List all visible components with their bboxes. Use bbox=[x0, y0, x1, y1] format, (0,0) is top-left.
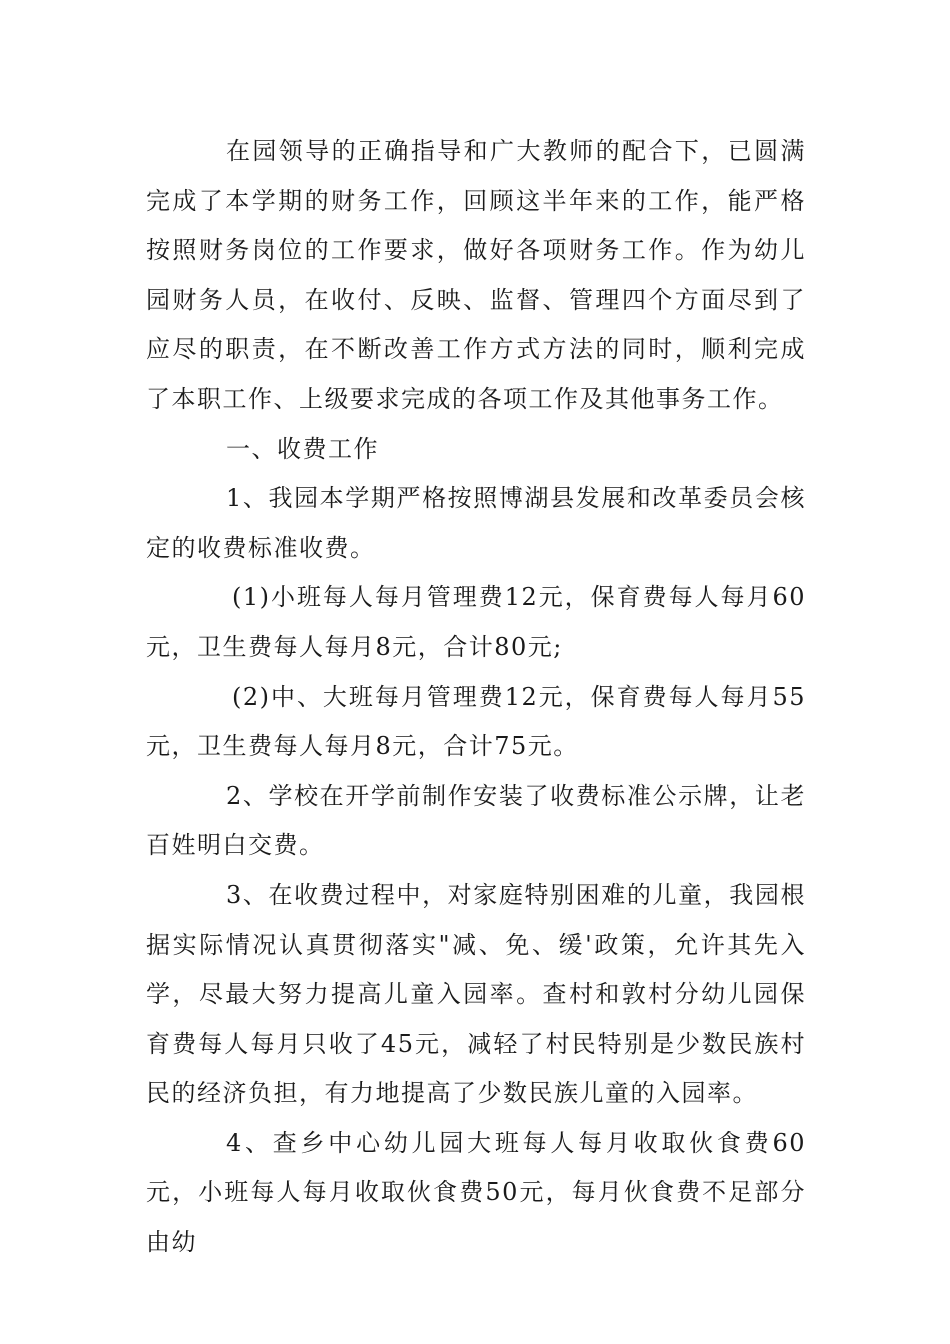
section-heading-fees: 一、收费工作 bbox=[226, 434, 379, 463]
fee-item-1-sub-1: (1)小班每人每月管理费12元，保育费每人每月60元，卫生费每人每月8元，合计80元; bbox=[146, 583, 806, 661]
fee-item-1: 1、我园本学期严格按照博湖县发展和改革委员会核定的收费标准收费。 bbox=[146, 484, 806, 562]
intro-paragraph: 在园领导的正确指导和广大教师的配合下，已圆满完成了本学期的财务工作，回顾这半年来的工作，能严格按照财务岗位的工作要求，做好各项财务工作。作为幼儿园财务人员，在收付、反映、监督、管理四个方面尽到了应尽的职责，在不断改善工作方式方法的同时，顺利完成了本职工作、上级要求完成的各项工作及其他事务工作。 bbox=[146, 137, 806, 413]
document-body bbox=[146, 127, 806, 1268]
fee-item-3: 3、在收费过程中，对家庭特别困难的儿童，我园根据实际情况认真贯彻落实"减、免、缓'政策，允许其先入学，尽最大努力提高儿童入园率。查村和敦村分幼儿园保育费每人每月只收了45元，减轻了村民特别是少数民族村民的经济负担，有力地提高了少数民族儿童的入园率。 bbox=[146, 880, 806, 1108]
fee-item-1-sub-2: (2)中、大班每月管理费12元，保育费每人每月55元，卫生费每人每月8元，合计75元。 bbox=[146, 682, 806, 761]
fee-item-2: 2、学校在开学前制作安装了收费标准公示牌，让老百姓明白交费。 bbox=[146, 781, 806, 860]
fee-item-4: 4、查乡中心幼儿园大班每人每月收取伙食费60元，小班每人每月收取伙食费50元，每月伙食费不足部分由幼 bbox=[146, 1128, 806, 1257]
